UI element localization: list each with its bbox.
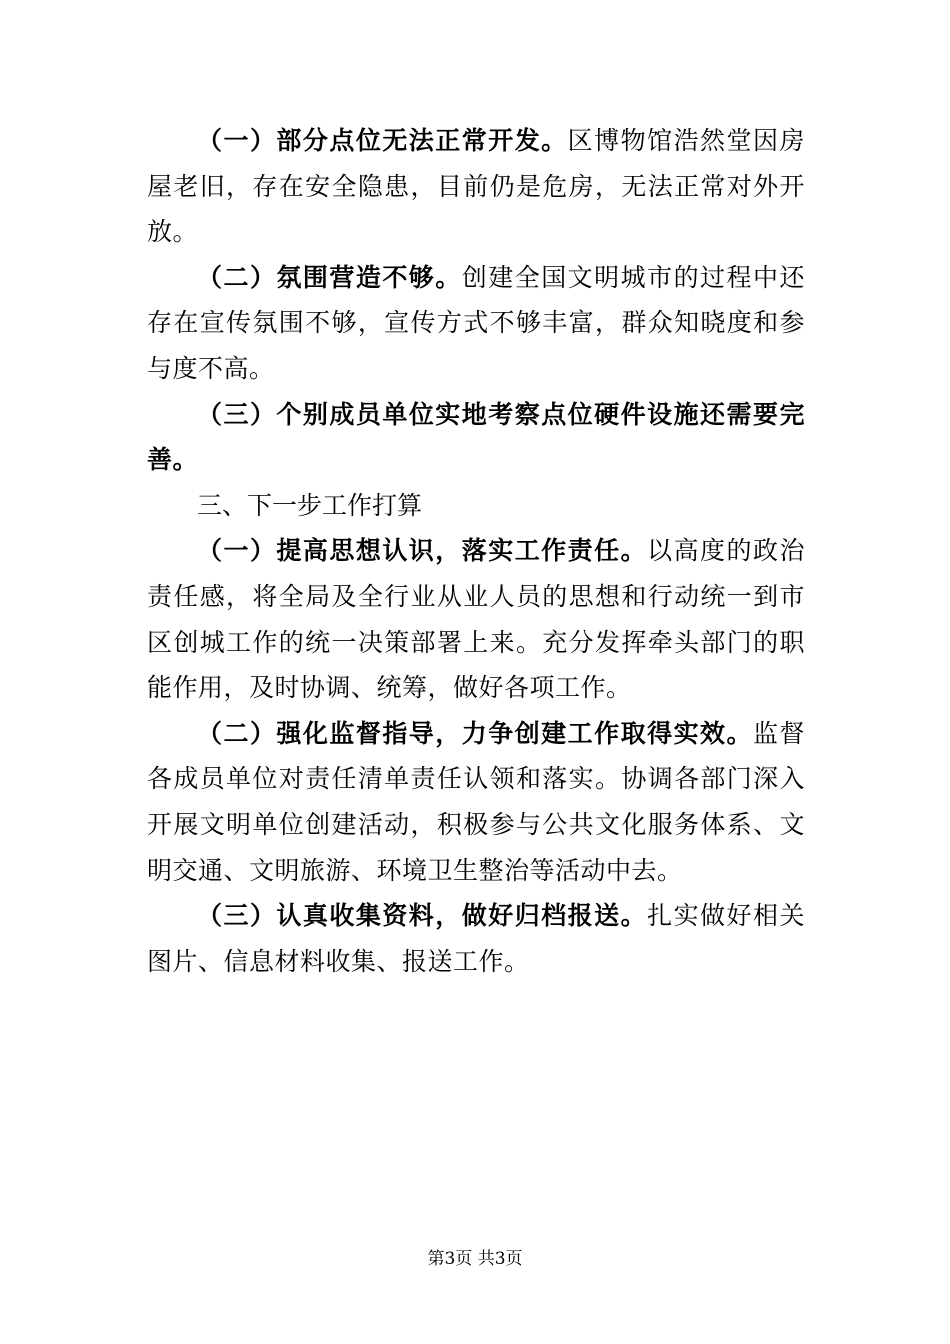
section-heading: 三、下一步工作打算 <box>197 490 423 520</box>
paragraph-lead: （三）个别成员单位实地考察点位硬件设施还需要完善。 <box>147 399 805 475</box>
paragraph-plan-1 <box>147 528 805 710</box>
paragraph-plan-3 <box>147 893 805 984</box>
paragraph-lead: （一）提高思想认识，落实工作责任。 <box>197 536 648 566</box>
paragraph-text: 创建全国文明城市的过程中还存在宣传氛围不够，宣传方式不够丰富，群众知晓度和参与度不高。 <box>147 262 805 383</box>
paragraph-text: 以高度的政治责任感，将全局及全行业从业人员的思想和行动统一到市区创城工作的统一决策部署上来。充分发挥牵头部门的职能作用，及时协调、统筹，做好各项工作。 <box>147 536 805 703</box>
paragraph-lead: （二）氛围营造不够。 <box>197 262 462 292</box>
paragraph-issue-1 <box>147 118 805 255</box>
paragraph-lead: （一）部分点位无法正常开发。 <box>197 126 568 155</box>
page-footer: 第3页 共3页 <box>427 1249 523 1269</box>
paragraph-text: 扎实做好相关图片、信息材料收集、报送工作。 <box>147 901 805 976</box>
paragraph-plan-2 <box>147 711 805 893</box>
paragraph-issue-2 <box>147 255 805 392</box>
paragraph-lead: （二）强化监督指导，力争创建工作取得实效。 <box>197 718 753 748</box>
paragraph-text: 监督各成员单位对责任清单责任认领和落实。协调各部门深入开展文明单位创建活动，积极参与公共文化服务体系、文明交通、文明旅游、环境卫生整治等活动中去。 <box>147 718 805 885</box>
paragraph-issue-3 <box>147 392 805 483</box>
document-body <box>147 118 805 984</box>
paragraph-text: 区博物馆浩然堂因房屋老旧，存在安全隐患，目前仍是危房，无法正常对外开放。 <box>147 126 805 247</box>
paragraph-lead: （三）认真收集资料，做好归档报送。 <box>197 901 648 931</box>
